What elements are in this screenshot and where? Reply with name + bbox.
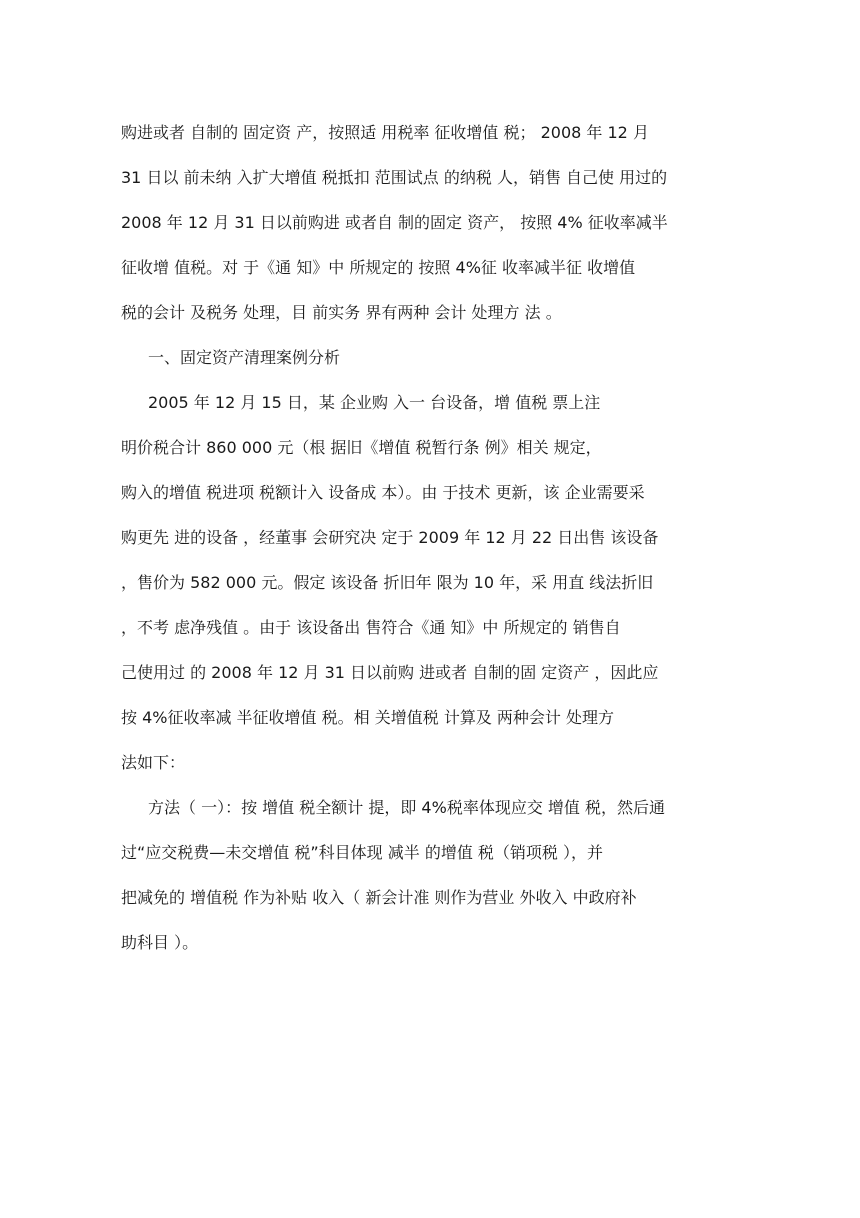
text-line-18: 把减免的 增值税 作为补贴 收入（ 新会计准 则作为营业 外收入 中政府补 [121, 888, 637, 907]
text-line-14: 按 4%征收率减 半征收增值 税。相 关增值税 计算及 两种会计 处理方 [121, 708, 614, 727]
text-line-12: ，不考 虑净残值 。由于 该设备出 售符合《通 知》中 所规定的 销售自 [121, 618, 621, 637]
text-line-19: 助科目 ）。 [121, 933, 199, 952]
text-line-1: 购进或者 自制的 固定资 产，按照适 用税率 征收增值 税； 2008 年 12 月 [121, 123, 649, 142]
section-heading: 一、固定资产清理案例分析 [148, 348, 341, 367]
text-line-9: 购入的增值 税进项 税额计入 设备成 本）。由 于技术 更新，该 企业需要采 [121, 483, 645, 502]
text-line-16: 方法（ 一）：按 增值 税全额计 提，即 4%税率体现应交 增值 税，然后通 [148, 798, 665, 817]
text-line-3: 2008 年 12 月 31 日以前购进 或者自 制的固定 资产， 按照 4% 征收率减半 [121, 213, 668, 232]
text-line-15: 法如下： [121, 753, 186, 772]
text-line-13: 己使用过 的 2008 年 12 月 31 日以前购 进或者 自制的固 定资产 ，因此应 [121, 663, 659, 682]
text-line-10: 购更先 进的设备 ，经董事 会研究决 定于 2009 年 12 月 22 日出售 该设备 [121, 528, 659, 547]
text-line-2: 31 日以 前未纳 入扩大增值 税抵扣 范围试点 的纳税 人，销售 自己使 用过的 [121, 168, 668, 187]
text-line-4: 征收增 值税。对 于《通 知》中 所规定的 按照 4%征 收率减半征 收增值 [121, 258, 636, 277]
text-line-5: 税的会计 及税务 处理，目 前实务 界有两种 会计 处理方 法 。 [121, 303, 562, 322]
text-line-7: 2005 年 12 月 15 日，某 企业购 入一 台设备，增 值税 票上注 [148, 393, 601, 412]
text-line-8: 明价税合计 860 000 元（根 据旧《增值 税暂行条 例》相关 规定， [121, 438, 602, 457]
text-line-17: 过“应交税费—未交增值 税”科目体现 减半 的增值 税（销项税 ），并 [121, 843, 604, 862]
text-line-11: ，售价为 582 000 元。假定 该设备 折旧年 限为 10 年，采 用直 线法折旧 [121, 573, 654, 592]
